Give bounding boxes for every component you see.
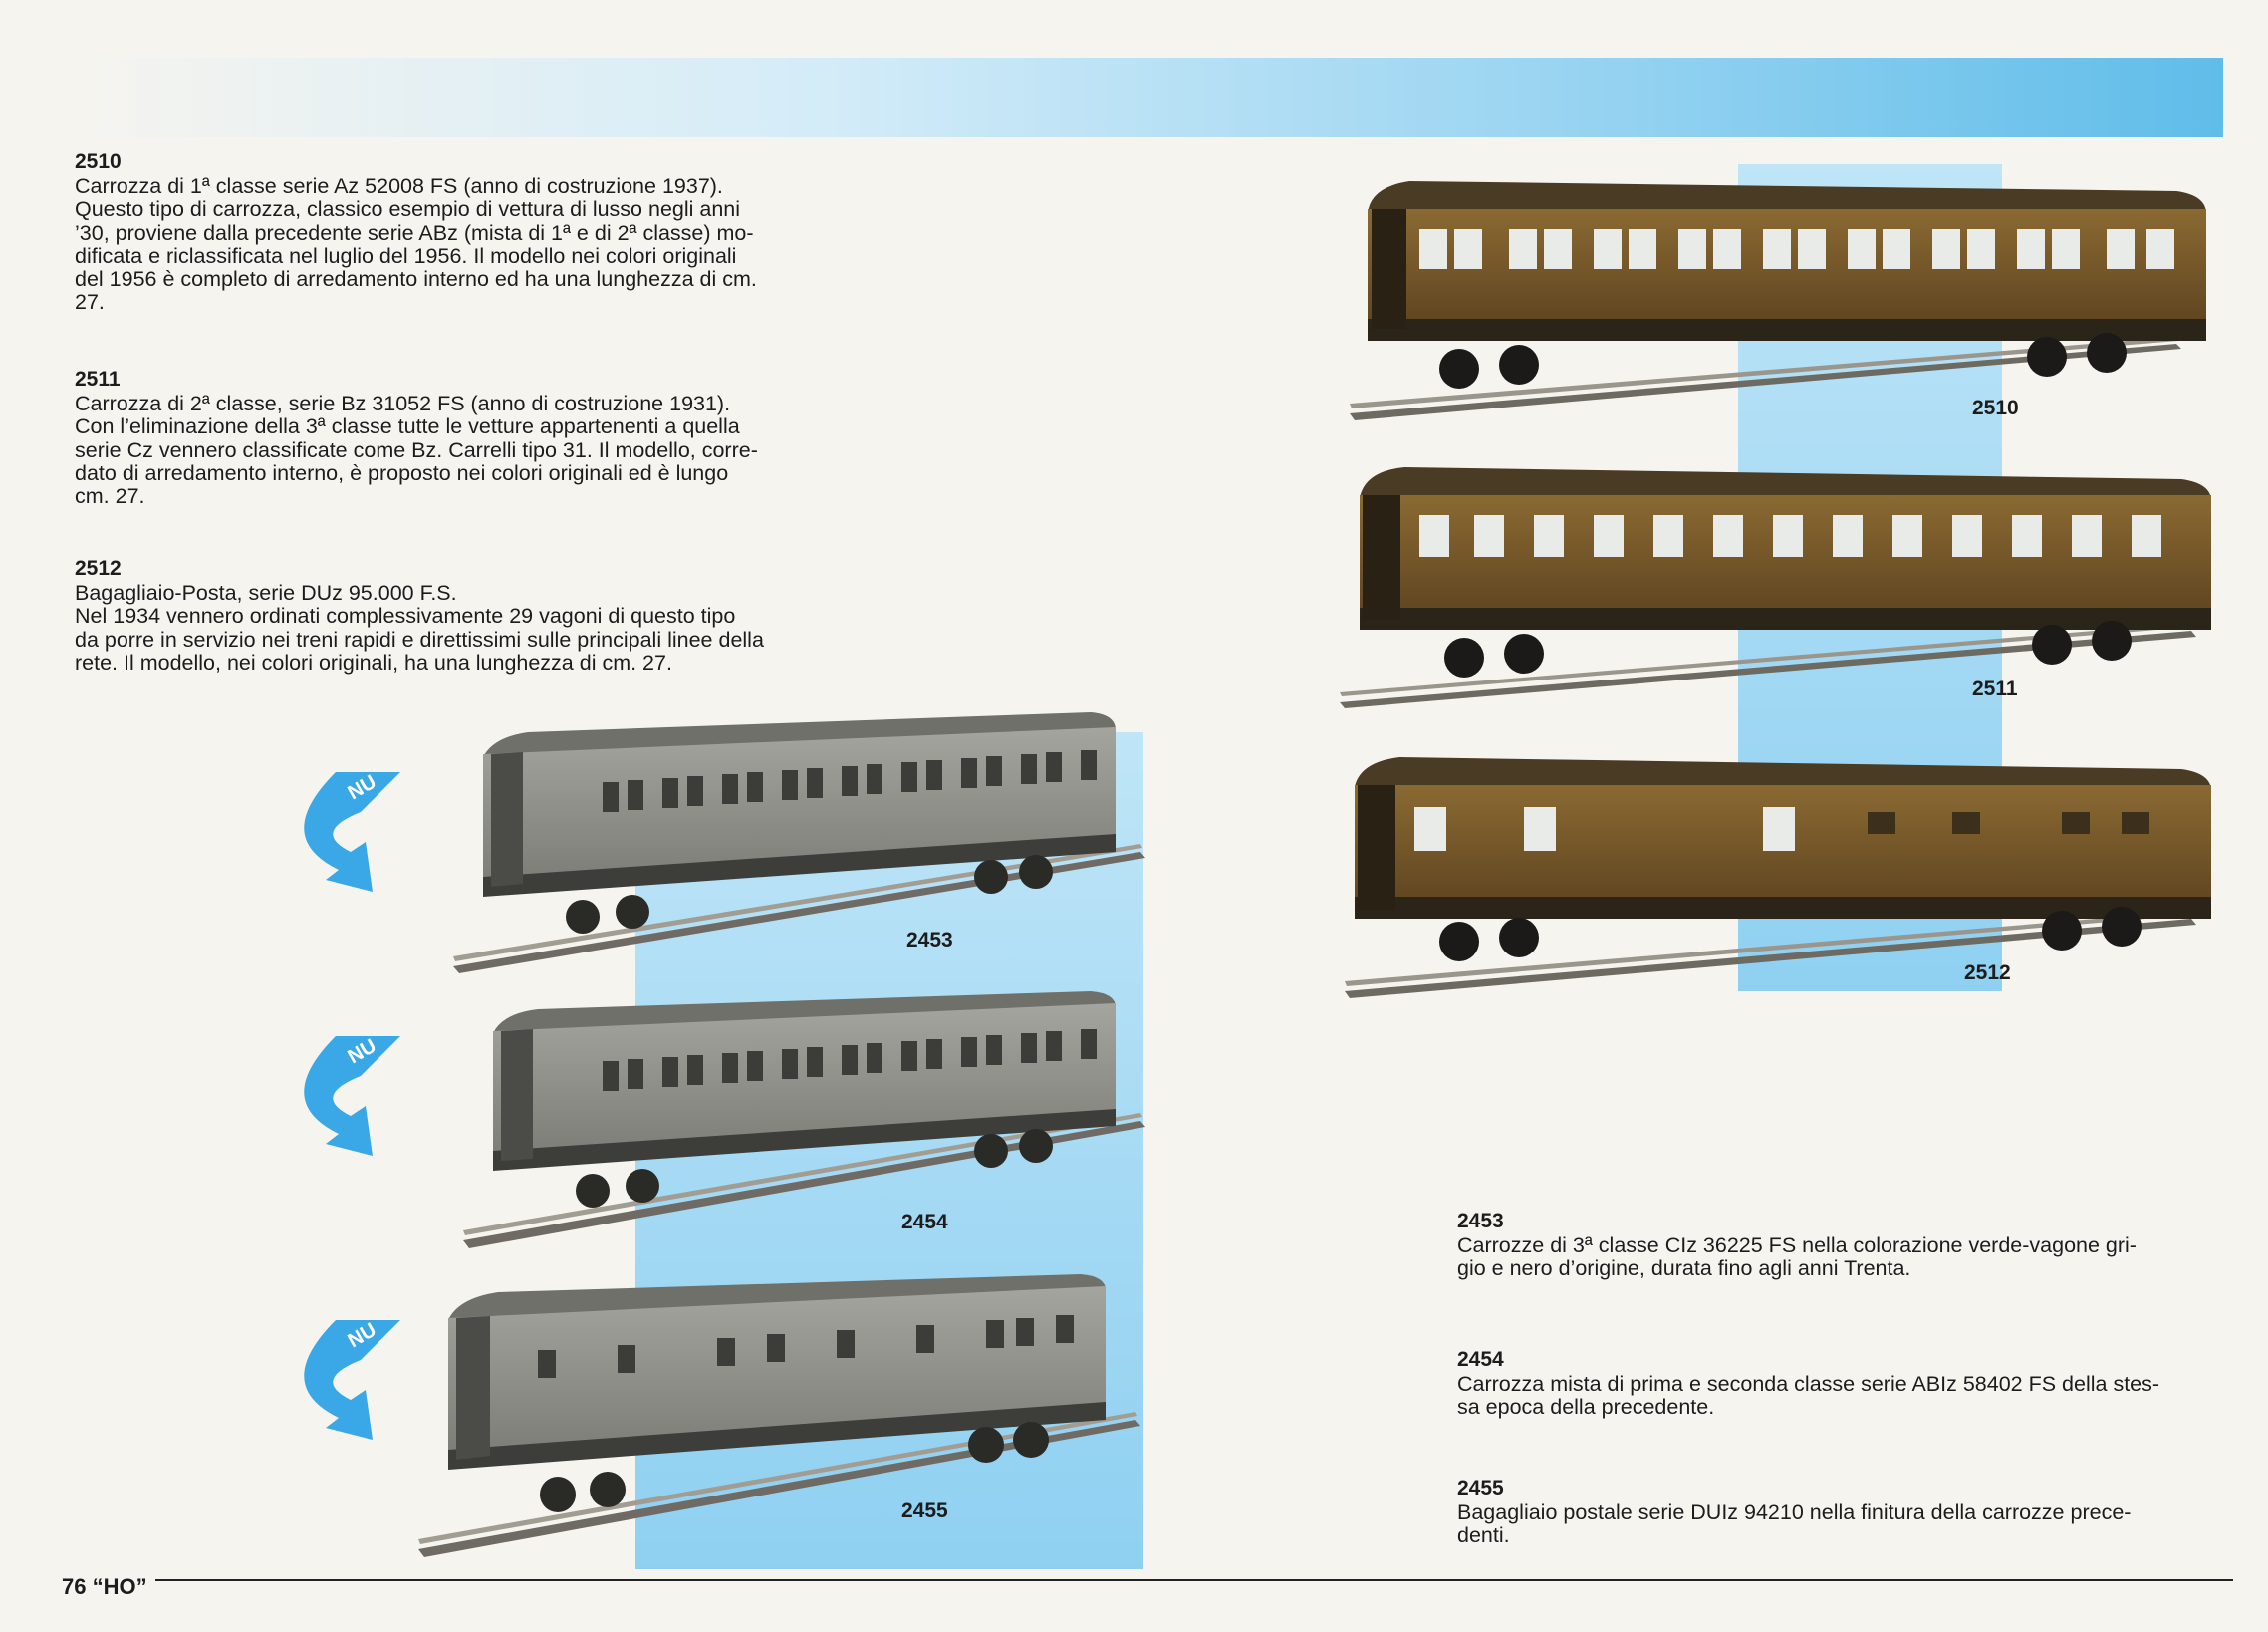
photo-coach-2454: [463, 991, 1150, 1255]
caption-2455: 2455: [901, 1499, 948, 1522]
header-gradient-band: [62, 58, 2223, 137]
nu-badge-icon: [291, 772, 400, 892]
entry-description: Carrozza di 1ª classe serie Az 52008 FS (anno di costruzione 1937). Questo tipo di carrozza, classico esempio di vettura di lusso negli anni ’30, proviene dalla precedente serie ABz (mista di 1ª e di 2ª classe) mo- dificata e riclassificata nel luglio del 1956. Il modello nei colori originali del 1956 è completo di arredamento interno ed ha una lunghezza di cm. 27.: [75, 174, 757, 315]
nu-badge-icon: [291, 1320, 400, 1440]
nu-badge-icon: [291, 1036, 400, 1156]
entry-code: 2512: [75, 557, 122, 580]
entry-code: 2455: [1457, 1477, 1504, 1499]
caption-2511: 2511: [1972, 678, 2018, 700]
entry-code: 2510: [75, 150, 122, 173]
entry-2455: [1457, 1476, 2234, 1548]
photo-coach-2512: [1325, 747, 2221, 1001]
entry-code: 2454: [1457, 1348, 1504, 1371]
photo-coach-2511: [1335, 453, 2221, 717]
entry-2511: [75, 367, 852, 508]
entry-2453: [1457, 1209, 2234, 1281]
entry-description: Bagagliaio-Posta, serie DUz 95.000 F.S. Nel 1934 vennero ordinati complessivamente 29 vagoni di questo tipo da porre in servizio nei treni rapidi e direttissimi sulle principali linee della rete. Il modello, nei colori originali, ha una lunghezza di cm. 27.: [75, 581, 764, 675]
entry-2510: [75, 149, 852, 315]
photo-coach-2453: [453, 712, 1150, 981]
footer-rule: [62, 1579, 2233, 1581]
photo-coach-2455: [418, 1270, 1145, 1559]
caption-2454: 2454: [901, 1211, 948, 1233]
entry-2454: [1457, 1347, 2234, 1420]
entry-code: 2453: [1457, 1210, 1504, 1232]
caption-2512: 2512: [1964, 961, 2011, 984]
entry-description: Bagagliaio postale serie DUIz 94210 nella finitura della carrozze prece- denti.: [1457, 1500, 2132, 1548]
caption-2453: 2453: [906, 929, 953, 952]
entry-code: 2511: [75, 368, 121, 391]
page-number: 76 “HO”: [62, 1574, 155, 1600]
photo-coach-2510: [1350, 169, 2226, 428]
entry-description: Carrozza mista di prima e seconda classe serie ABIz 58402 FS della stes- sa epoca della precedente.: [1457, 1372, 2160, 1420]
caption-2510: 2510: [1972, 397, 2019, 419]
svg-text:NU: NU: [344, 1320, 380, 1353]
entry-description: Carrozze di 3ª classe CIz 36225 FS nella colorazione verde-vagone gri- gio e nero d’origine, durata fino agli anni Trenta.: [1457, 1233, 2137, 1281]
entry-description: Carrozza di 2ª classe, serie Bz 31052 FS (anno di costruzione 1931). Con l’eliminazione della 3ª classe tutte le vetture appartenenti a quella serie Cz vennero classificate come Bz. Carrelli tipo 31. Il modello, corre- dato di arredamento interno, è proposto nei colori originali ed è lungo cm. 27.: [75, 392, 758, 509]
svg-text:NU: NU: [344, 1036, 380, 1069]
svg-text:NU: NU: [344, 772, 380, 805]
entry-2512: [75, 556, 852, 675]
